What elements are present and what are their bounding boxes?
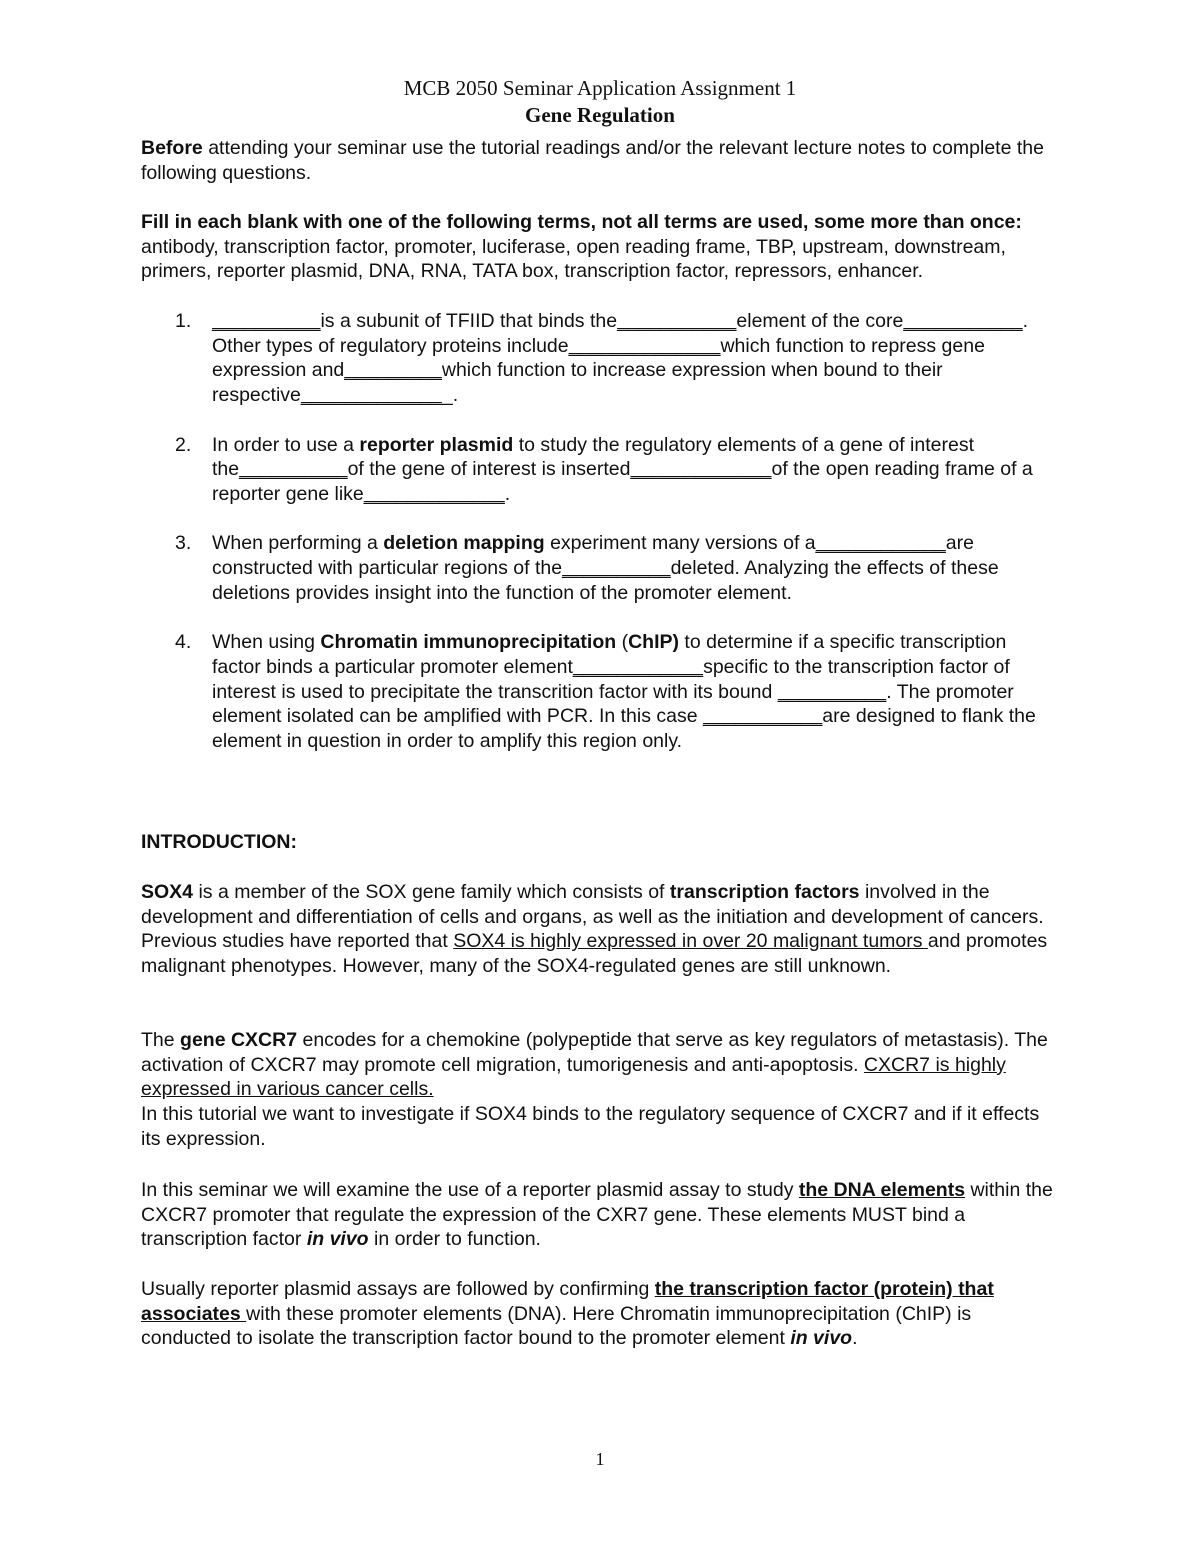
question-text: of the gene of interest is inserted xyxy=(347,458,631,481)
answer-blank[interactable]: ___________ xyxy=(703,705,823,728)
page-number: 1 xyxy=(595,1449,605,1469)
question-text: element of the core xyxy=(736,310,904,332)
introduction-heading: INTRODUCTION: xyxy=(141,831,297,853)
answer-blank[interactable]: __________ xyxy=(239,458,348,481)
question-text: _. xyxy=(441,384,459,407)
key-term: reporter plasmid xyxy=(359,433,514,456)
answer-blank[interactable]: ____________ xyxy=(572,655,704,678)
terms-list: antibody, transcription factor, promoter, luciferase, open reading frame, TBP, upstream, downstream, primers, reporter plasmid, DNA, RNA, TATA box, transcription factor, repressors, enhancer. xyxy=(141,235,1006,283)
key-term: Chromatin immunoprecipitation xyxy=(320,631,617,654)
fill-instruction: Fill in each blank with one of the following terms, not all terms are used, some more than once: xyxy=(141,211,1022,233)
instructions-paragraph xyxy=(141,136,1061,185)
answer-blank[interactable]: _____________ xyxy=(363,482,505,505)
question-text: specific to the transcription factor of interest is used to precipitate the transcrition factor with its bound xyxy=(212,655,1010,703)
paragraph-text: In this seminar we will examine the use of a reporter plasmid assay to study xyxy=(141,1179,799,1201)
document-title: MCB 2050 Seminar Application Assignment 1 xyxy=(403,76,797,100)
question-text: ( xyxy=(616,631,629,654)
question-2 xyxy=(175,433,1060,507)
key-term: transcription factors xyxy=(669,881,860,903)
paragraph-text: . xyxy=(852,1327,858,1350)
question-text: When using xyxy=(212,631,321,654)
paragraph-text: and promotes malignant phenotypes. However, many of the SOX4-regulated genes are still unknown. xyxy=(141,930,1048,978)
paragraph-text: involved in the development and differentiation of cells and organs, as well as the initiation and development of cancers. Previous studies have reported that xyxy=(141,881,1044,953)
answer-blank[interactable]: _____________ xyxy=(300,384,442,407)
before-label: Before xyxy=(141,137,203,159)
question-text: are constructed with particular regions of the xyxy=(212,532,974,579)
question-text: . xyxy=(504,482,511,505)
key-term: SOX4 xyxy=(141,881,194,903)
before-text: attending your seminar use the tutorial readings and/or the relevant lecture notes to complete the following questions. xyxy=(141,137,1044,184)
paragraph-text: In this tutorial we want to investigate if SOX4 binds to the regulatory sequence of CXCR7 and if it effects its expression. xyxy=(141,1103,1040,1150)
question-list xyxy=(175,309,1060,778)
question-number: 2. xyxy=(175,433,192,456)
question-text: to determine if a specific transcription factor binds a particular promoter element xyxy=(212,631,1007,678)
answer-blank[interactable]: ____________ xyxy=(815,532,946,555)
underlined-statement: SOX4 is highly expressed in over 20 malignant tumors xyxy=(453,930,928,953)
answer-blank[interactable]: __________ xyxy=(562,557,671,579)
question-1 xyxy=(175,309,1060,408)
key-term: the transcription factor (protein) that associates xyxy=(141,1278,994,1325)
question-text: which function to increase expression when bound to their respective xyxy=(212,359,943,407)
answer-blank[interactable]: ___________ xyxy=(903,310,1023,332)
intro-paragraph-chip xyxy=(141,1277,1061,1351)
paragraph-text: Usually reporter plasmid assays are followed by confirming xyxy=(141,1278,655,1300)
key-term: in vivo xyxy=(790,1327,853,1350)
question-number: 3. xyxy=(175,532,192,555)
answer-blank[interactable]: __________ xyxy=(212,310,321,332)
paragraph-text: within the CXCR7 promoter that regulate the expression of the CXR7 gene. These elements MUST bind a transcription factor xyxy=(141,1179,1053,1251)
question-text: experiment many versions of a xyxy=(544,532,816,555)
answer-blank[interactable]: _____________ xyxy=(630,458,772,481)
intro-paragraph-sox4 xyxy=(141,880,1061,979)
paragraph-text: in order to function. xyxy=(368,1228,541,1251)
question-3 xyxy=(175,531,1060,605)
answer-blank[interactable]: _________ xyxy=(344,359,442,382)
answer-blank[interactable]: ______________ xyxy=(568,334,721,357)
question-text: . The promoter element isolated can be amplified with PCR. In this case xyxy=(212,680,1014,728)
answer-blank[interactable]: __________ xyxy=(777,680,887,703)
intro-paragraph-seminar xyxy=(141,1178,1061,1252)
key-term: the DNA elements xyxy=(798,1179,966,1201)
question-text: . Other types of regulatory proteins include xyxy=(212,310,1029,357)
question-text: When performing a xyxy=(212,532,384,555)
key-term: deletion mapping xyxy=(383,532,545,555)
question-text: are designed to flank the element in question in order to amplify this region only. xyxy=(212,705,1036,752)
key-term: in vivo xyxy=(306,1228,369,1251)
paragraph-text: encodes for a chemokine (polypeptide that serve as key regulators of metastasis). The activation of CXCR7 may promote cell migration, tumorigenesis and anti-apoptosis. xyxy=(141,1029,1048,1076)
question-number: 1. xyxy=(175,310,192,332)
key-term: gene CXCR7 xyxy=(180,1029,298,1051)
question-text: of the open reading frame of a reporter gene like xyxy=(212,458,1033,505)
question-number: 4. xyxy=(175,631,192,654)
intro-paragraph-cxcr7 xyxy=(141,1028,1061,1152)
terms-paragraph xyxy=(141,210,1061,284)
paragraph-text: The xyxy=(141,1029,181,1051)
question-text: which function to repress gene expression and xyxy=(212,334,985,382)
answer-blank[interactable]: ___________ xyxy=(617,310,737,332)
question-text: is a subunit of TFIID that binds the xyxy=(320,310,618,332)
paragraph-text: with these promoter elements (DNA). Here Chromatin immunoprecipitation (ChIP) is conducted to isolate the transcription factor bound to the promoter element xyxy=(141,1302,972,1350)
key-term: ChIP) xyxy=(628,631,680,654)
paragraph-text: is a member of the SOX gene family which consists of xyxy=(193,881,670,903)
underlined-statement: CXCR7 is highly expressed in various cancer cells. xyxy=(141,1053,1006,1101)
question-text: deleted. Analyzing the effects of these deletions provides insight into the function of the promoter element. xyxy=(212,557,999,604)
question-4 xyxy=(175,630,1060,754)
question-text: to study the regulatory elements of a gene of interest the xyxy=(212,433,974,481)
document-subtitle: Gene Regulation xyxy=(525,103,675,127)
question-text: In order to use a xyxy=(212,433,360,456)
